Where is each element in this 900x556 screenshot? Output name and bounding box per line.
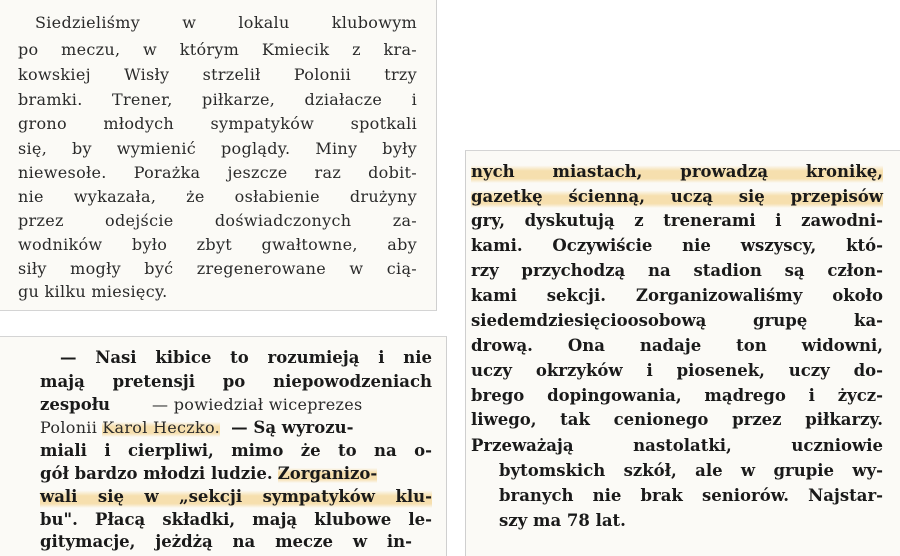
text-line: nych miastach, prowadzą kronikę, [471,162,883,181]
text-line: grono młodych sympatyków spotkali [18,114,417,133]
highlighted-name: Karol Heczko. [102,418,221,437]
text-line: nie wykazała, że osłabienie drużyny [18,187,417,206]
text-line: się, by wymienić poglądy. Miny były [18,139,417,158]
text-line: kowskiej Wisły strzelił Polonii trzy [18,65,417,84]
text-line: gry, dyskutują z trenerami i zawodni- [471,211,883,230]
text-line: po meczu, w którym Kmiecik z kra- [18,40,417,59]
article-clipping-bottom-left [0,336,447,556]
text-line: drową. Ona nadaje ton widowni, [471,336,883,355]
text-line: przez odejście doświadczonych za- [18,211,417,230]
text-line: siły mogły być zregenerowane w cią- [18,259,417,278]
text-line: uczy okrzyków i piosenek, uczy do- [471,361,883,380]
text-line: kami. Oczywiście nie wszyscy, któ- [471,236,883,255]
text-line: gitymacje, jeżdżą na mecze w in- [40,532,412,551]
text-line: miali i cierpliwi, mimo że to na o- [40,441,432,460]
text-line: wali się w „sekcji sympatyków klu- [40,487,432,506]
highlighted-text: Zorganizo- [277,464,378,483]
text-line: gazetkę ścienną, uczą się przepisów [471,187,883,206]
text-line [40,417,432,439]
text-line: wodników było zbyt gwałtowne, aby [18,235,417,254]
text-line [40,463,432,485]
text-line [40,394,432,416]
text-line: bytomskich szkół, ale w grupie wy- [499,461,883,480]
text-line: branych nie brak seniorów. Najstar- [499,486,883,505]
text-line: szy ma 78 lat. [499,511,626,530]
text-fragment: — powiedział wiceprezes [152,395,363,414]
text-line: Siedzieliśmy w lokalu klubowym [35,13,417,32]
text-line: Przeważają nastolatki, uczniowie [471,436,883,455]
text-fragment: gół bardzo młodzi ludzie. [40,464,273,483]
text-line: — Nasi kibice to rozumieją i nie [60,348,432,367]
text-line: brego dopingowania, mądrego i życz- [471,386,883,405]
text-fragment: — Są wyrozu- [231,418,354,437]
text-fragment: zespołu [40,395,111,414]
text-line: bramki. Trener, piłkarze, działacze i [18,90,417,109]
text-line: liwego, tak cenionego przez piłkarzy. [471,410,883,429]
article-clipping-top-left [0,0,437,311]
text-line: siedemdziesięcioosobową grupę ka- [471,311,883,330]
text-line: rzy przychodzą na stadion są człon- [471,261,883,280]
article-clipping-right [465,150,900,556]
text-fragment: Polonii [40,418,98,437]
text-line: gu kilku miesięcy. [18,282,168,301]
text-line: niewesołe. Porażka jeszcze raz dobit- [18,163,417,182]
text-line: kami sekcji. Zorganizowaliśmy około [471,286,883,305]
text-line: bu". Płacą składki, mają klubowe le- [40,510,432,529]
text-line: mają pretensji po niepowodzeniach [40,372,432,391]
